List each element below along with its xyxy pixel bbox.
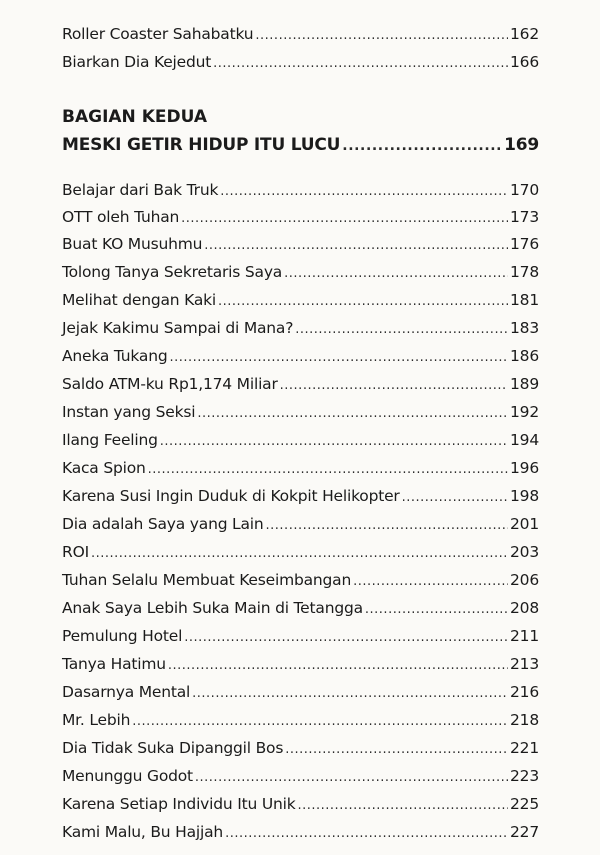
leader-dots (132, 712, 508, 732)
toc-entry-title: Jejak Kakimu Sampai di Mana? (62, 319, 294, 337)
toc-entry-page: 194 (510, 431, 539, 449)
leader-dots (284, 264, 508, 284)
toc-entry-page: 216 (510, 683, 539, 701)
toc-entry-title: Tuhan Selalu Membuat Keseimbangan (62, 571, 352, 589)
toc-entry-title: Buat KO Musuhmu (62, 235, 203, 253)
toc-entry-title: Dia adalah Saya yang Lain (62, 515, 264, 533)
toc-entry-page: 213 (510, 655, 539, 673)
toc-entry-title: Kaca Spion (62, 459, 146, 477)
toc-entry-page: 201 (510, 515, 539, 533)
toc-entry-title: Tanya Hatimu (62, 655, 166, 673)
toc-entry-page: 218 (510, 711, 539, 729)
toc-entry-page: 186 (510, 347, 539, 365)
leader-dots (402, 488, 508, 508)
toc-entry-title: Melihat dengan Kaki (62, 291, 217, 309)
toc-entry-title: Tolong Tanya Sekretaris Saya (62, 263, 283, 281)
toc-entry (62, 180, 539, 202)
toc-entry (62, 318, 539, 340)
toc-entry-page: 203 (510, 543, 539, 561)
leader-dots (365, 600, 508, 620)
leader-dots (225, 824, 508, 844)
toc-entry-title: Ilang Feeling (62, 431, 158, 449)
toc-entry-title: Roller Coaster Sahabatku (62, 25, 254, 43)
leader-dots (353, 572, 508, 592)
leader-dots (255, 26, 508, 46)
toc-entry (62, 822, 539, 844)
toc-entry-page: 198 (510, 487, 539, 505)
toc-entry-page: 223 (510, 767, 539, 785)
toc-entry (62, 234, 539, 256)
toc-entry-page: 221 (510, 739, 539, 757)
toc-entry-title: Instan yang Seksi (62, 403, 196, 421)
toc-entry (62, 710, 539, 732)
leader-dots (195, 768, 508, 788)
toc-entry (62, 570, 539, 592)
leader-dots (160, 432, 508, 452)
toc-entry (62, 262, 539, 284)
toc-entry-page: 162 (510, 25, 539, 43)
toc-entry (62, 542, 539, 564)
toc-entry-title: Aneka Tukang (62, 347, 168, 365)
section-heading (62, 134, 539, 157)
toc-entry-page: 196 (510, 459, 539, 477)
toc-entry-title: Karena Susi Ingin Duduk di Kokpit Helikopter (62, 487, 400, 505)
toc-entry-title: Dasarnya Mental (62, 683, 191, 701)
leader-dots (192, 684, 508, 704)
toc-entry-title: Karena Setiap Individu Itu Unik (62, 795, 296, 813)
leader-dots (285, 740, 508, 760)
toc-entry-page: 208 (510, 599, 539, 617)
section-label: BAGIAN KEDUA (62, 107, 208, 127)
leader-dots (280, 376, 508, 396)
toc-entry (62, 486, 539, 508)
toc-entry-title: Belajar dari Bak Truk (62, 181, 219, 199)
leader-dots (168, 656, 508, 676)
leader-dots (213, 54, 508, 74)
toc-entry (62, 458, 539, 480)
leader-dots (184, 628, 508, 648)
toc-entry-page: 225 (510, 795, 539, 813)
toc-entry-page: 176 (510, 235, 539, 253)
leader-dots (204, 236, 508, 256)
toc-entry-title: ROI (62, 543, 89, 561)
leader-dots (266, 516, 508, 536)
toc-entry (62, 598, 539, 620)
leader-dots (91, 544, 508, 564)
toc-entry-title: Mr. Lebih (62, 711, 131, 729)
leader-dots (295, 320, 508, 340)
section-title: MESKI GETIR HIDUP ITU LUCU (62, 135, 341, 155)
toc-entry (62, 794, 539, 816)
leader-dots (181, 209, 508, 229)
toc-entry-page: 173 (510, 208, 539, 226)
toc-entry-page: 189 (510, 375, 539, 393)
toc-entry (62, 207, 539, 229)
toc-entry (62, 24, 539, 46)
toc-entry (62, 738, 539, 760)
toc-entry-title: Dia Tidak Suka Dipanggil Bos (62, 739, 284, 757)
toc-entry (62, 766, 539, 788)
toc-entry (62, 654, 539, 676)
toc-entry-page: 183 (510, 319, 539, 337)
toc-entry-page: 178 (510, 263, 539, 281)
leader-dots (197, 404, 508, 424)
toc-entry-page: 211 (510, 627, 539, 645)
toc-entry-title: Kami Malu, Bu Hajjah (62, 823, 224, 841)
leader-dots (298, 796, 509, 816)
toc-entry (62, 374, 539, 396)
toc-entry-title: Pemulung Hotel (62, 627, 183, 645)
toc-entry (62, 682, 539, 704)
leader-dots (220, 182, 508, 202)
leader-dots (342, 135, 502, 157)
toc-entry-title: OTT oleh Tuhan (62, 208, 180, 226)
toc-entry (62, 52, 539, 74)
toc-entry (62, 626, 539, 648)
toc-entry-page: 206 (510, 571, 539, 589)
toc-entry-title: Biarkan Dia Kejedut (62, 53, 212, 71)
toc-entry-page: 181 (510, 291, 539, 309)
toc-entry (62, 514, 539, 536)
leader-dots (170, 348, 509, 368)
toc-entry-title: Anak Saya Lebih Suka Main di Tetangga (62, 599, 363, 617)
toc-entry-page: 166 (510, 53, 539, 71)
leader-dots (148, 460, 508, 480)
toc-entry (62, 290, 539, 312)
toc-entry (62, 402, 539, 424)
toc-entry-page: 227 (510, 823, 539, 841)
leader-dots (218, 292, 508, 312)
toc-entry (62, 346, 539, 368)
toc-entry-page: 192 (510, 403, 539, 421)
section-page: 169 (504, 135, 539, 155)
toc-entry-page: 170 (510, 181, 539, 199)
toc-entry (62, 430, 539, 452)
toc-entry-title: Menunggu Godot (62, 767, 193, 785)
toc-entry-title: Saldo ATM-ku Rp1,174 Miliar (62, 375, 278, 393)
